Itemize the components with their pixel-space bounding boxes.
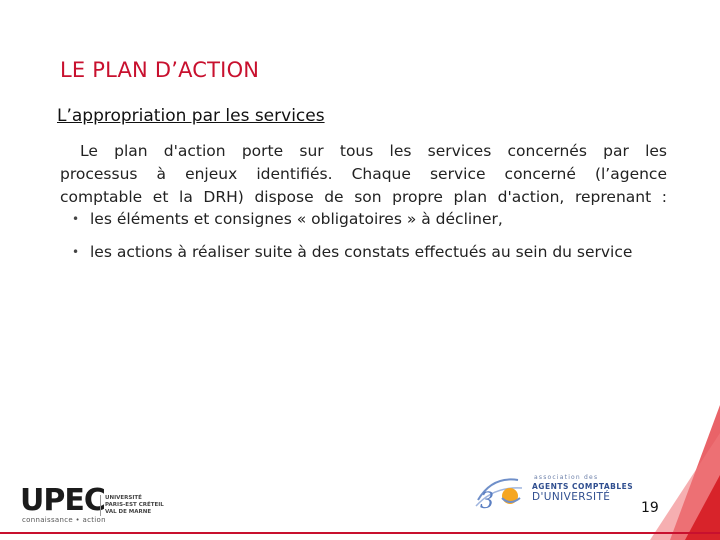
upec-side-text: UNIVERSITÉ PARIS-EST CRÉTEIL VAL DE MARNE bbox=[100, 495, 164, 516]
paragraph-line-1: Le plan d'action porte sur tous les services concernés par les bbox=[80, 142, 667, 160]
corner-decoration bbox=[640, 405, 720, 540]
upec-wordmark: UPEC bbox=[20, 483, 105, 518]
aacu-logo bbox=[474, 470, 634, 515]
aacu-line-1: association des bbox=[534, 474, 599, 481]
bullet-icon: • bbox=[72, 212, 80, 226]
aacu-line-3: D'UNIVERSITÉ bbox=[532, 491, 611, 503]
upec-logo bbox=[20, 485, 170, 530]
footer-accent-line bbox=[0, 532, 720, 534]
aacu-emblem-icon bbox=[474, 470, 530, 514]
slide-subtitle: L’appropriation par les services bbox=[57, 106, 325, 126]
upec-tagline: connaissance • action bbox=[22, 516, 106, 524]
bullet-icon: • bbox=[72, 245, 80, 259]
aacu-line-2: AGENTS COMPTABLES bbox=[532, 482, 634, 491]
svg-text:3: 3 bbox=[480, 489, 494, 514]
paragraph-line-3: comptable et la DRH) dispose de son propre plan d'action, reprenant : bbox=[60, 188, 667, 206]
bullet-list bbox=[70, 208, 667, 264]
bullet-item bbox=[70, 208, 667, 231]
page-number: 19 bbox=[641, 500, 659, 516]
intro-paragraph bbox=[60, 140, 667, 209]
bullet-item bbox=[70, 241, 667, 264]
bullet-text: les actions à réaliser suite à des constats effectués au sein du service bbox=[90, 243, 633, 261]
slide-title: LE PLAN D’ACTION bbox=[60, 58, 260, 82]
paragraph-line-2: processus à enjeux identifiés. Chaque service concerné (l’agence bbox=[60, 165, 667, 183]
bullet-text: les éléments et consignes « obligatoires » à décliner, bbox=[90, 210, 503, 228]
